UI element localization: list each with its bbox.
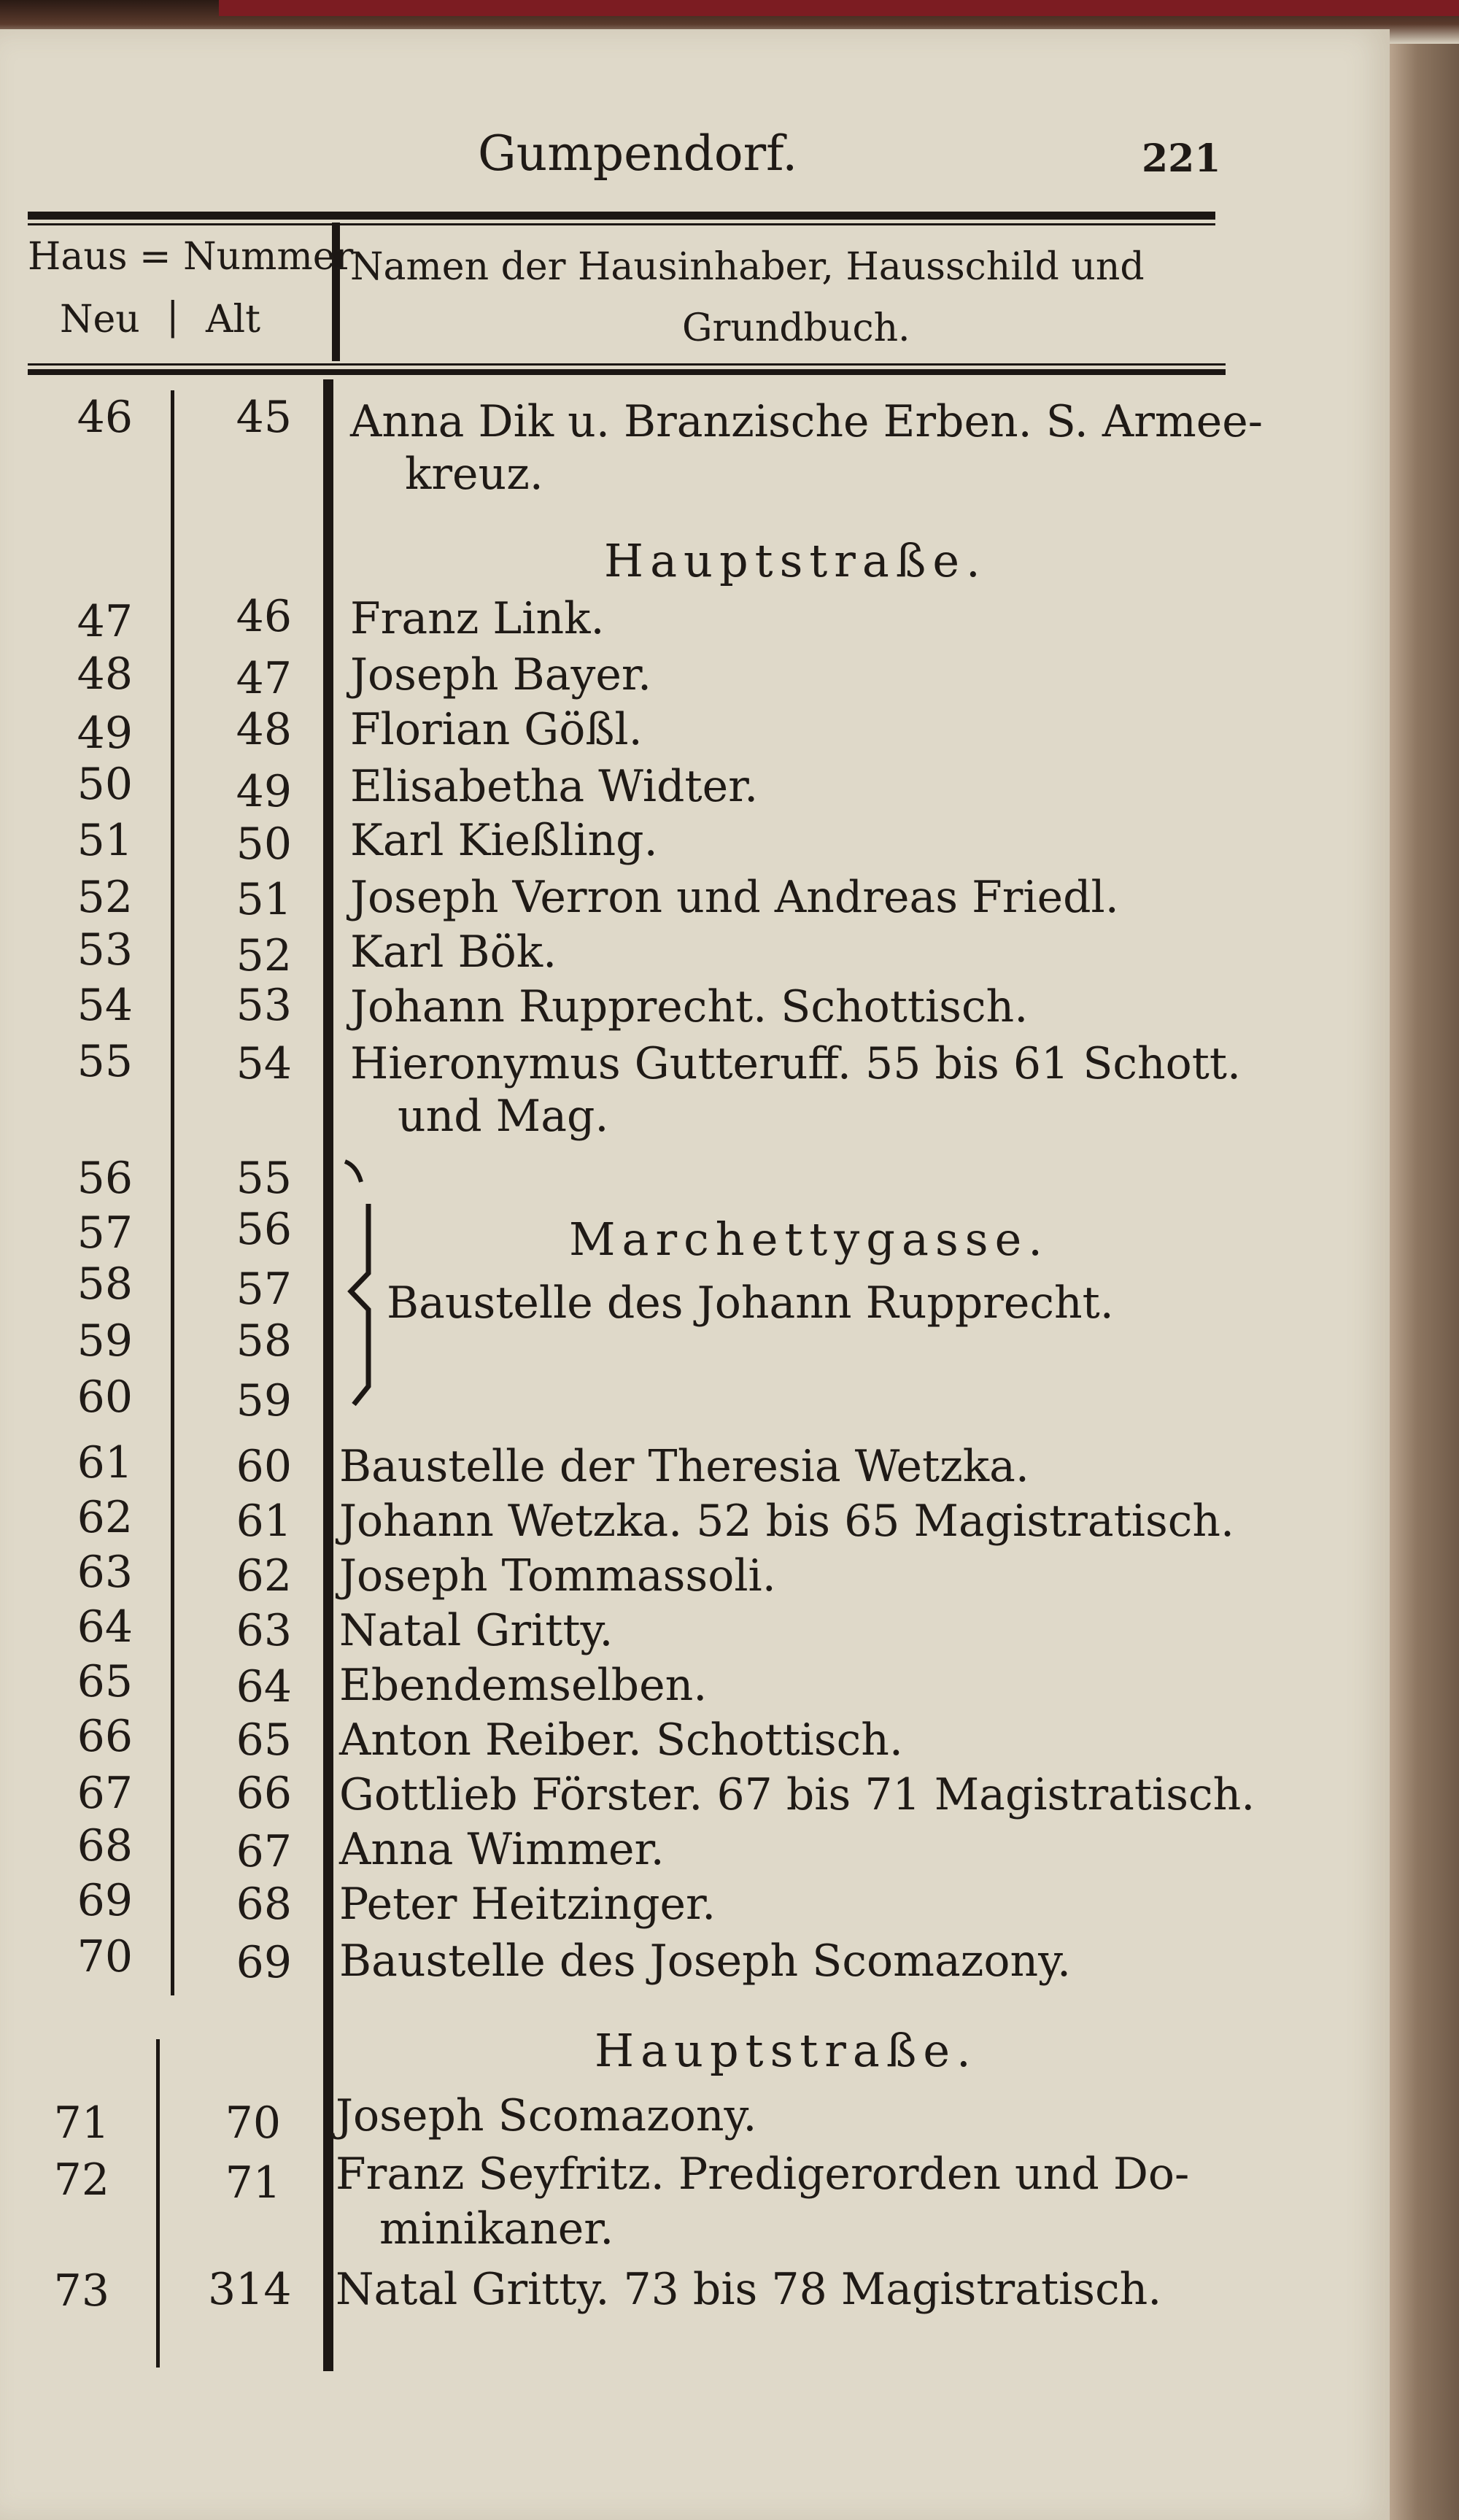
row-59-neu: 59 [77,1315,133,1367]
row-56-alt: 55 [236,1153,292,1204]
row-48-neu: 48 [77,649,133,700]
column-rule-neu-alt-upper [171,390,174,1995]
row-65-neu: 65 [77,1656,133,1707]
row-53-name: Karl Bök. [350,927,557,978]
row-51-name: Karl Kießling. [350,815,658,866]
page-title: Gumpendorf. [478,125,798,182]
row-52-name: Joseph Verron und Andreas Friedl. [350,872,1119,923]
row-56-neu: 56 [77,1153,133,1204]
row-48-alt: 47 [236,653,292,704]
row-69-neu: 69 [77,1875,133,1926]
row-55-neu: 55 [77,1036,133,1087]
column-rule-neu-alt-lower [156,2039,160,2368]
column-header-grundbuch: Grundbuch. [682,306,910,350]
row-71-name: Joseph Scomazony. [336,2090,757,2141]
row-70-neu: 70 [77,1931,133,1982]
top-rule-thin [28,223,1215,225]
street-heading-hauptstrasse-2: Hauptstraße. [595,2024,978,2077]
row-66-neu: 66 [77,1711,133,1762]
row-46-name: Anna Dik u. Branzische Erben. S. Armee- [350,396,1263,447]
column-header-separator: | [166,295,179,339]
row-65-alt: 64 [236,1661,292,1712]
row-62-alt: 61 [236,1496,292,1547]
row-54-neu: 54 [77,980,133,1031]
column-header-alt: Alt [206,298,261,341]
row-62-name: Johann Wetzka. 52 bis 65 Magistratisch. [339,1496,1235,1547]
row-63-neu: 63 [77,1547,133,1598]
top-rule-thick [28,212,1215,220]
row-67-name: Gottlieb Förster. 67 bis 71 Magistratisch. [339,1769,1255,1820]
row-46-neu: 46 [77,392,133,443]
row-61-alt: 60 [236,1441,292,1492]
row-52-alt: 51 [236,874,292,925]
row-62-neu: 62 [77,1492,133,1543]
row-71-neu: 71 [53,2098,109,2149]
row-52-neu: 52 [77,872,133,923]
group-brace [332,1153,390,1415]
row-61-name: Baustelle der Theresia Wetzka. [339,1441,1029,1492]
header-bottom-rule-thick [28,369,1226,375]
row-49-name: Florian Gößl. [350,704,643,755]
row-66-name: Anton Reiber. Schottisch. [339,1715,903,1766]
row-58-alt: 57 [236,1264,292,1315]
row-63-name: Joseph Tommassoli. [339,1550,776,1601]
row-72-name-cont: minikaner. [379,2203,614,2254]
row-63-alt: 62 [236,1550,292,1601]
row-47-name: Franz Link. [350,593,605,644]
row-57-neu: 57 [77,1207,133,1259]
row-58-neu: 58 [77,1259,133,1310]
row-55-name-cont: und Mag. [398,1091,609,1142]
street-heading-marchettygasse: Marchettygasse. [569,1213,1049,1266]
row-46-name-cont: kreuz. [405,449,543,500]
row-56-60-name: Baustelle des Johann Rupprecht. [387,1278,1114,1329]
row-68-neu: 68 [77,1820,133,1871]
header-bottom-rule-thin [28,363,1226,366]
row-57-alt: 56 [236,1204,292,1255]
row-68-name: Anna Wimmer. [339,1824,665,1875]
row-68-alt: 67 [236,1826,292,1877]
row-69-alt: 68 [236,1879,292,1930]
row-47-alt: 46 [236,591,292,642]
row-47-neu: 47 [77,596,133,647]
row-50-alt: 49 [236,766,292,817]
column-header-neu: Neu [60,298,140,341]
row-73-name: Natal Gritty. 73 bis 78 Magistratisch. [336,2264,1162,2315]
row-72-name: Franz Seyfritz. Predigerorden und Do- [336,2149,1190,2200]
row-55-name: Hieronymus Gutteruff. 55 bis 61 Schott. [350,1038,1242,1089]
row-60-alt: 59 [236,1375,292,1426]
row-60-neu: 60 [77,1372,133,1423]
row-64-neu: 64 [77,1601,133,1653]
row-59-alt: 58 [236,1315,292,1367]
row-64-name: Natal Gritty. [339,1605,614,1656]
row-64-alt: 63 [236,1605,292,1656]
column-header-haus-nummer: Haus = Nummer [28,235,354,279]
row-67-neu: 67 [77,1768,133,1819]
row-54-alt: 53 [236,980,292,1031]
row-50-name: Elisabetha Widter. [350,761,759,812]
row-51-alt: 50 [236,819,292,870]
row-72-alt: 71 [225,2157,281,2208]
row-70-name: Baustelle des Joseph Scomazony. [339,1936,1072,1987]
row-54-name: Johann Rupprecht. Schottisch. [350,981,1029,1032]
row-66-alt: 65 [236,1715,292,1766]
row-49-alt: 48 [236,704,292,755]
row-69-name: Peter Heitzinger. [339,1879,716,1930]
row-67-alt: 66 [236,1768,292,1819]
row-53-alt: 52 [236,930,292,981]
row-61-neu: 61 [77,1437,133,1488]
row-46-alt: 45 [236,392,292,443]
row-48-name: Joseph Bayer. [350,649,652,700]
row-73-neu: 73 [53,2265,109,2316]
street-heading-hauptstrasse-1: Hauptstraße. [604,534,987,587]
row-71-alt: 70 [225,2098,281,2149]
column-header-namen: Namen der Hausinhaber, Hausschild und [350,245,1145,289]
book-cover-edge [219,0,1459,16]
row-53-neu: 53 [77,924,133,975]
row-55-alt: 54 [236,1038,292,1089]
row-50-neu: 50 [77,759,133,810]
row-73-alt: 314 [208,2264,292,2315]
row-51-neu: 51 [77,815,133,866]
page-number: 221 [1142,136,1221,181]
book-spine [1390,44,1459,2520]
row-49-neu: 49 [77,708,133,759]
row-72-neu: 72 [53,2154,109,2206]
row-65-name: Ebendemselben. [339,1660,708,1711]
row-70-alt: 69 [236,1937,292,1988]
